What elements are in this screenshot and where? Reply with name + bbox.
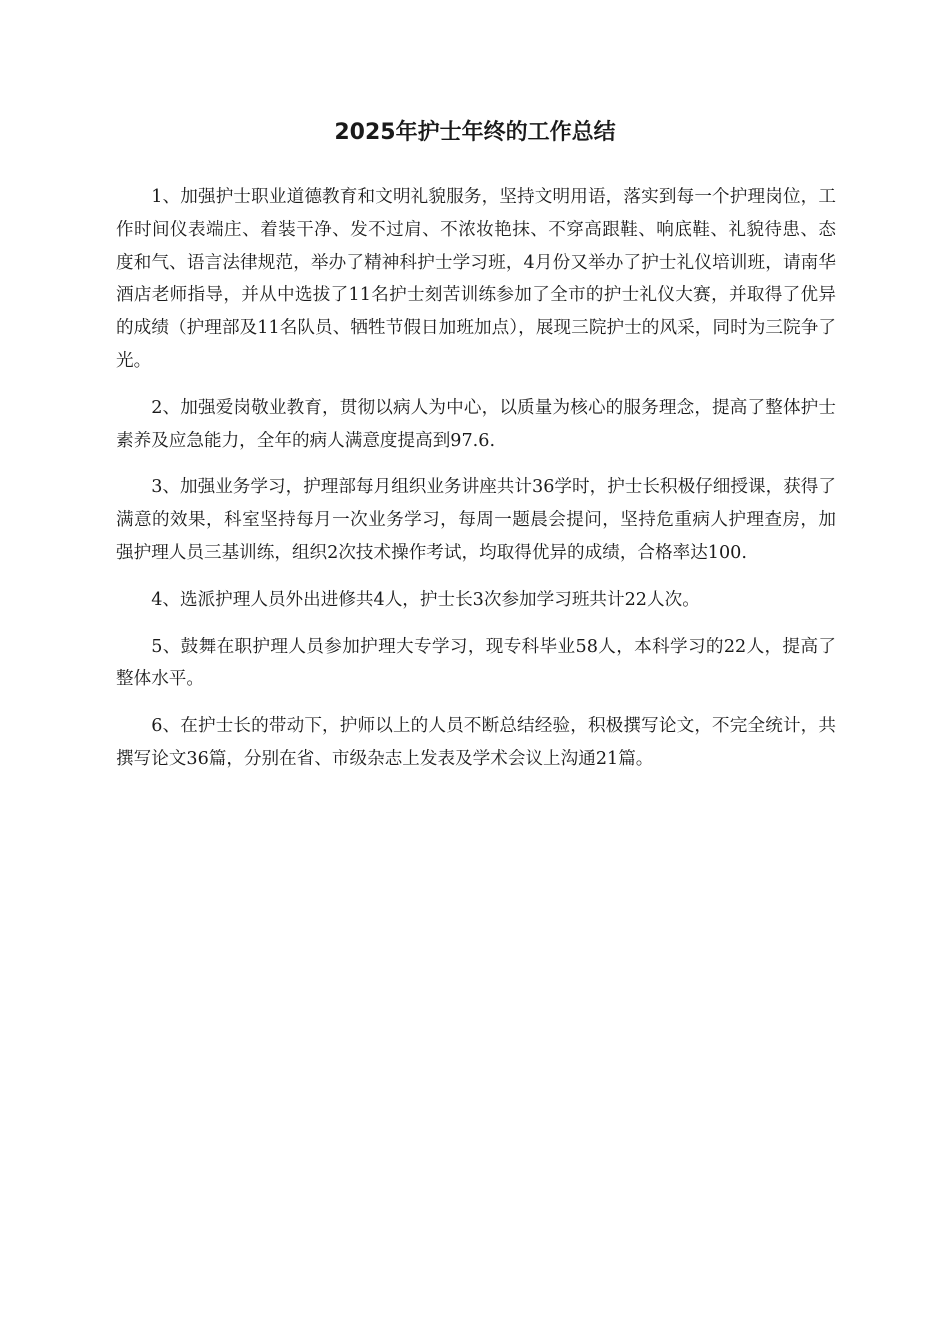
paragraph-1: 1、加强护士职业道德教育和文明礼貌服务，坚持文明用语，落实到每一个护理岗位，工作时间仪表端庄、着装干净、发不过肩、不浓妆艳抹、不穿高跟鞋、响底鞋、礼貌待患、态度和气、语言法律规范，举办了精神科护士学习班，4月份又举办了护士礼仪培训班，请南华酒店老师指导，并从中选拔了11名护士刻苦训练参加了全市的护士礼仪大赛，并取得了优异的成绩（护理部及11名队员、牺牲节假日加班加点），展现三院护士的风采，同时为三院争了光。 [116,187,836,371]
paragraph-4: 4、选派护理人员外出进修共4人，护士长3次参加学习班共计22人次。 [151,589,700,610]
document-title: 2025年护士年终的工作总结 [334,120,616,145]
paragraph-2: 2、加强爱岗敬业教育，贯彻以病人为中心，以质量为核心的服务理念，提高了整体护士素养及应急能力，全年的病人满意度提高到97.6. [116,397,836,451]
document-body [116,181,836,790]
paragraph-6: 6、在护士长的带动下，护师以上的人员不断总结经验，积极撰写论文，不完全统计，共撰写论文36篇，分别在省、市级杂志上发表及学术会议上沟通21篇。 [116,716,836,769]
paragraph-3: 3、加强业务学习，护理部每月组织业务讲座共计36学时，护士长积极仔细授课，获得了满意的效果，科室坚持每月一次业务学习，每周一题晨会提问，坚持危重病人护理查房，加强护理人员三基训练，组织2次技术操作考试，均取得优异的成绩，合格率达100. [116,477,836,563]
paragraph-5: 5、鼓舞在职护理人员参加护理大专学习，现专科毕业58人，本科学习的22人，提高了整体水平。 [116,636,836,690]
